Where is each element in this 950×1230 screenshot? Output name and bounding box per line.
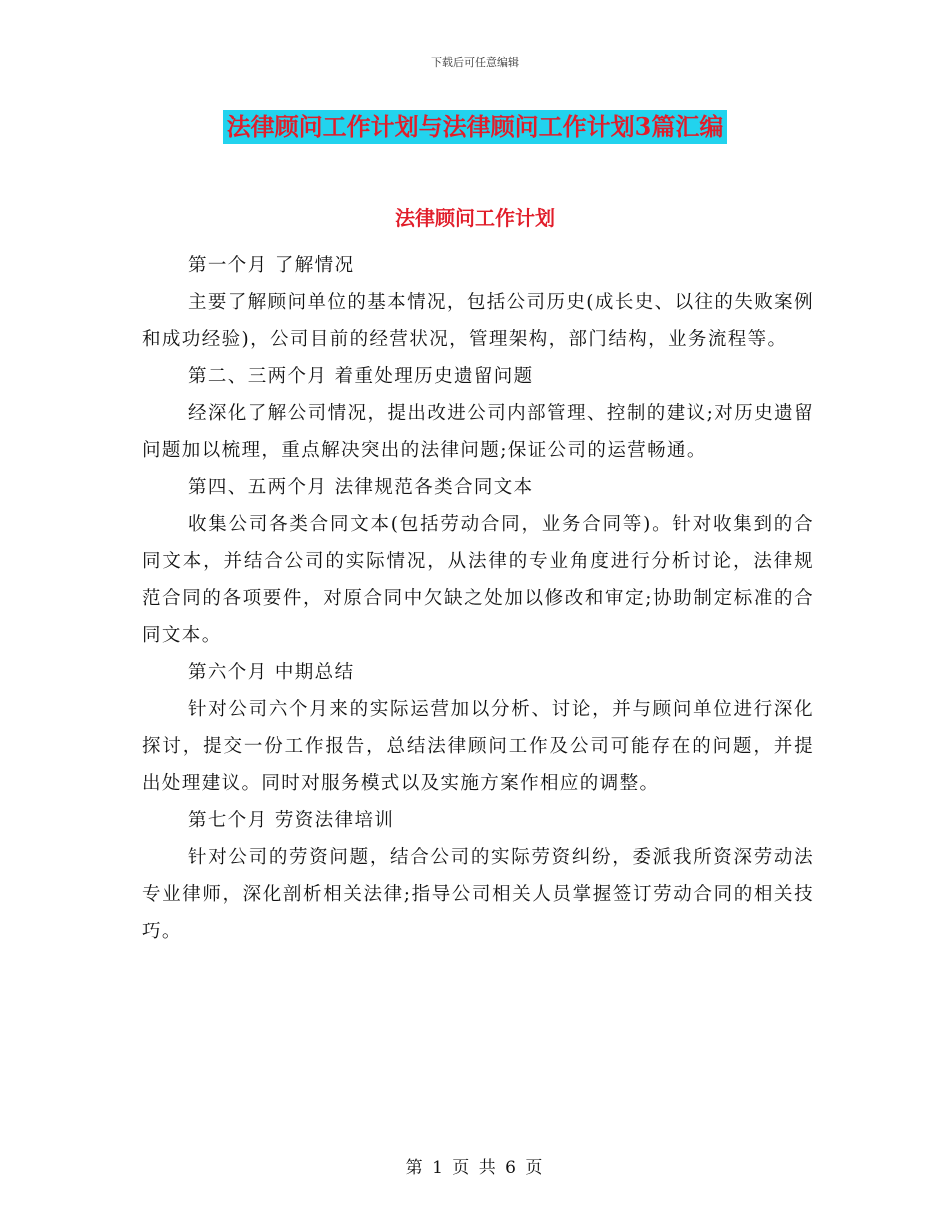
paragraph-month-6-heading: 第六个月 中期总结 bbox=[188, 662, 355, 683]
paragraph-month-7-body: 针对公司的劳资问题，结合公司的实际劳资纠纷，委派我所资深劳动法专业律师，深化剖析相关法律;指导公司相关人员掌握签订劳动合同的相关技巧。 bbox=[142, 847, 814, 942]
section-title: 法律顾问工作计划 bbox=[395, 206, 555, 230]
paragraph-month-1-heading: 第一个月 了解情况 bbox=[188, 255, 355, 276]
paragraph-month-7-heading: 第七个月 劳资法律培训 bbox=[188, 810, 395, 831]
page-header-note: 下载后可任意编辑 bbox=[431, 56, 519, 69]
paragraph-month-4-5-heading: 第四、五两个月 法律规范各类合同文本 bbox=[188, 477, 534, 498]
paragraph-month-2-3-body: 经深化了解公司情况，提出改进公司内部管理、控制的建议;对历史遗留问题加以梳理，重点解决突出的法律问题;保证公司的运营畅通。 bbox=[142, 403, 814, 461]
paragraph-month-4-5-body: 收集公司各类合同文本(包括劳动合同，业务合同等)。针对收集到的合同文本，并结合公司的实际情况，从法律的专业角度进行分析讨论，法律规范合同的各项要件，对原合同中欠缺之处加以修改和审定;协助制定标准的合同文本。 bbox=[142, 514, 814, 646]
paragraph-month-2-3-heading: 第二、三两个月 着重处理历史遗留问题 bbox=[188, 366, 534, 387]
paragraph-month-1-body: 主要了解顾问单位的基本情况，包括公司历史(成长史、以往的失败案例和成功经验)，公司目前的经营状况，管理架构，部门结构，业务流程等。 bbox=[142, 292, 814, 350]
document-body bbox=[142, 247, 814, 950]
page-number-footer: 第 1 页 共 6 页 bbox=[405, 1158, 545, 1178]
document-title-container bbox=[0, 110, 950, 144]
document-title: 法律顾问工作计划与法律顾问工作计划3篇汇编 bbox=[223, 110, 728, 144]
paragraph-month-6-body: 针对公司六个月来的实际运营加以分析、讨论，并与顾问单位进行深化探讨，提交一份工作报告，总结法律顾问工作及公司可能存在的问题，并提出处理建议。同时对服务模式以及实施方案作相应的调整。 bbox=[142, 699, 814, 794]
